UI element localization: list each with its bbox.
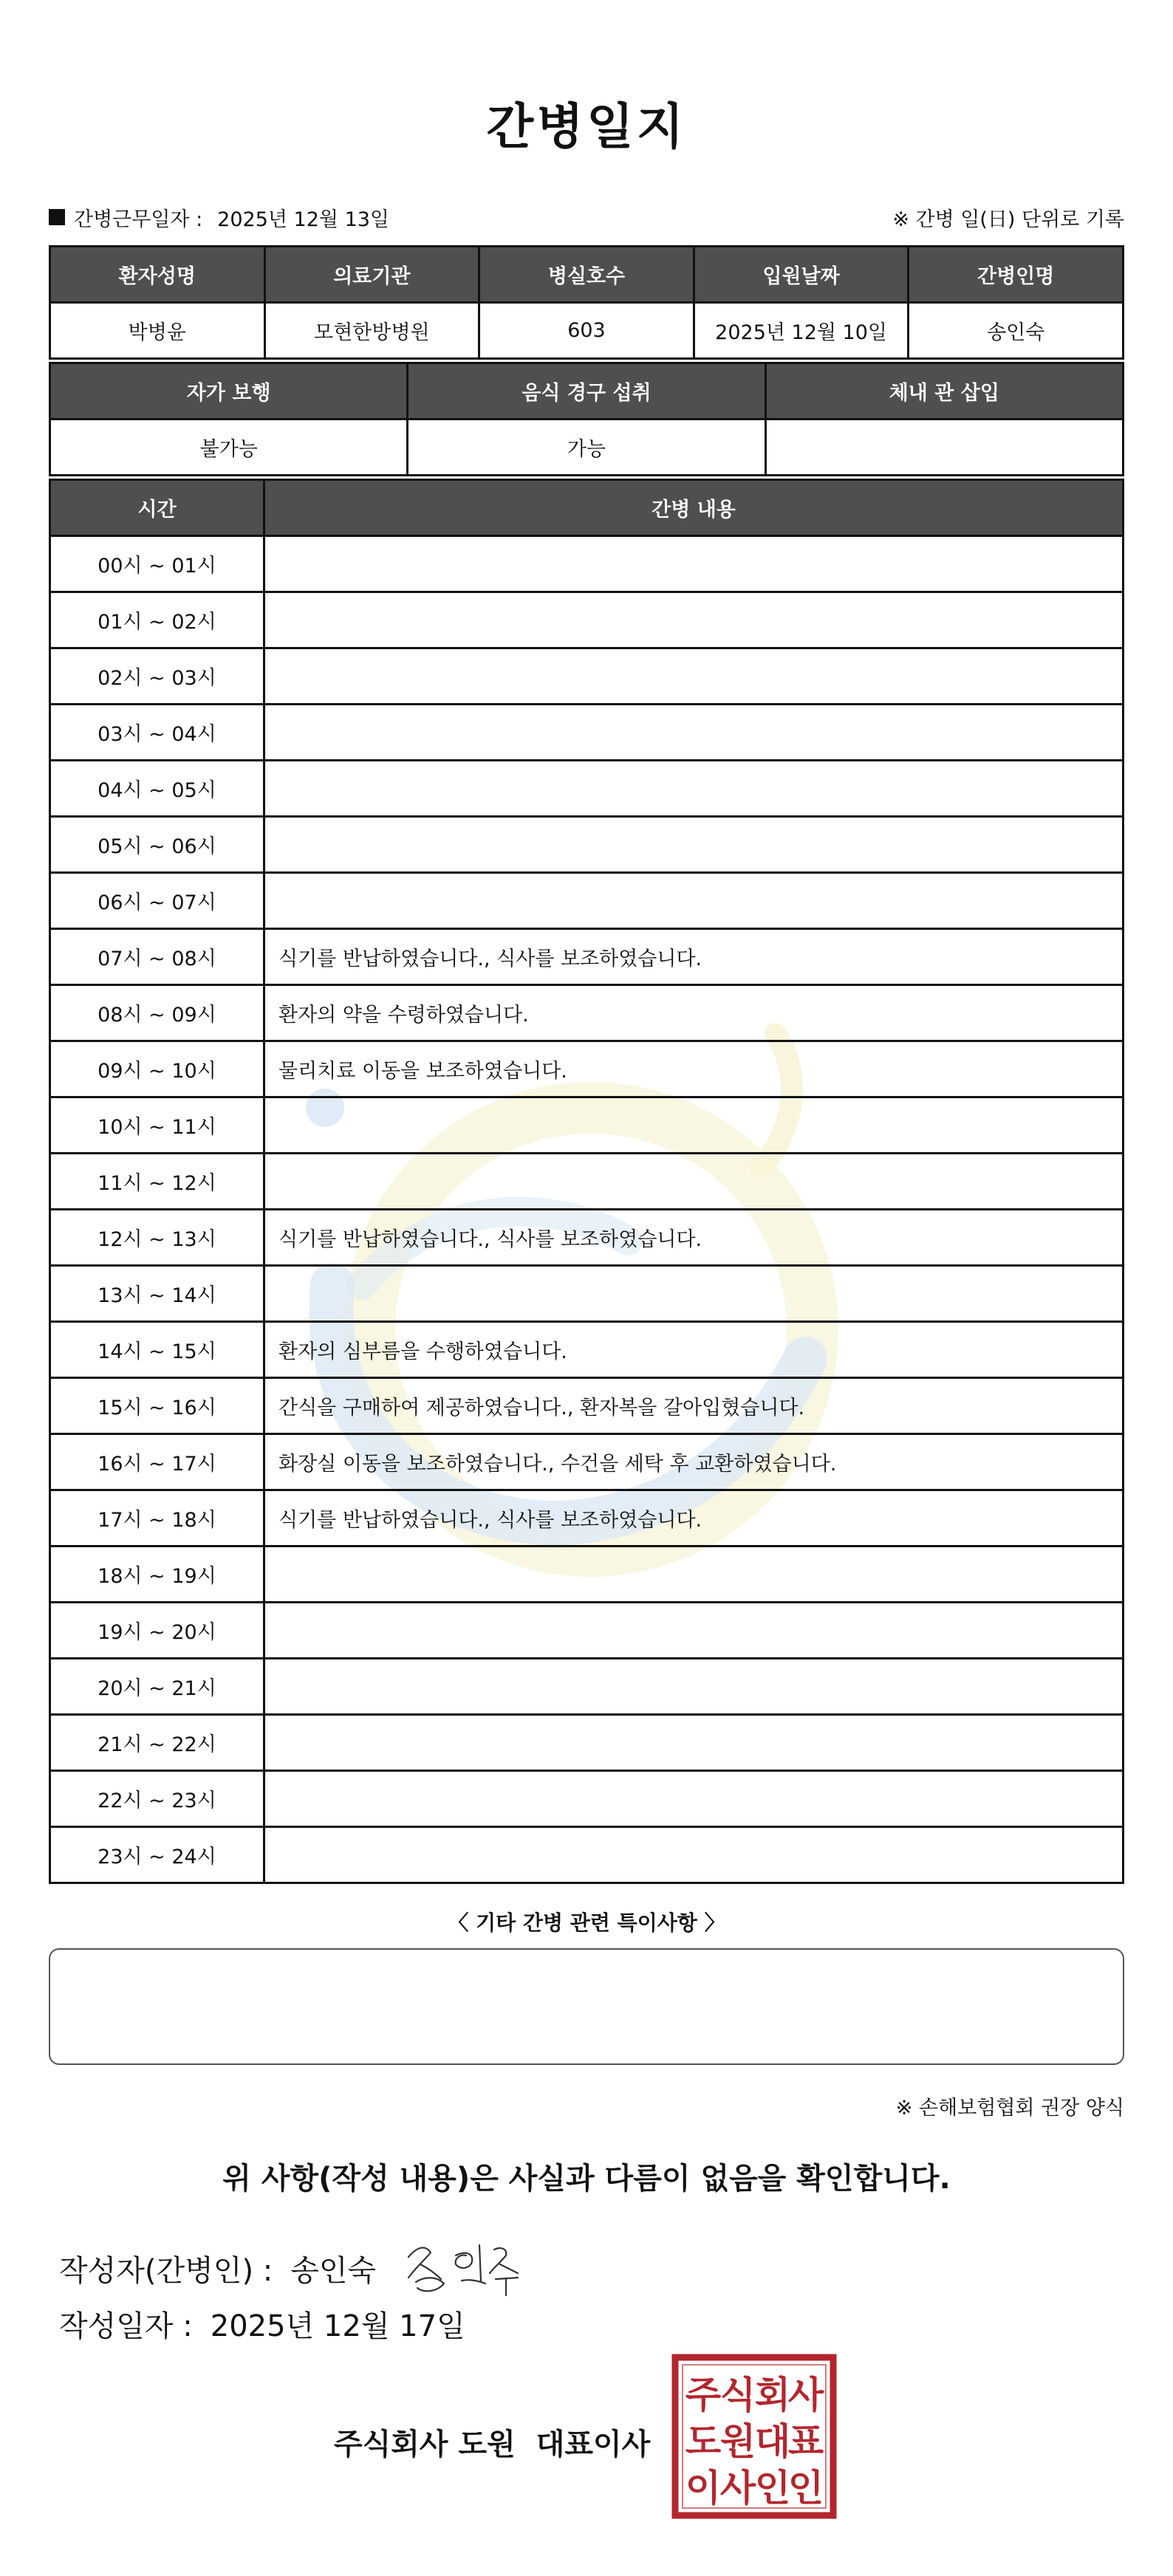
log-content: [264, 1827, 1124, 1883]
written-date-row: [59, 2303, 465, 2345]
care-log-table: [49, 479, 1124, 1884]
company-row: [334, 2421, 650, 2463]
log-time: 13시 ~ 14시: [50, 1266, 264, 1322]
log-time: 15시 ~ 16시: [50, 1378, 264, 1434]
log-row: [50, 592, 1124, 648]
log-header-row: [50, 480, 1124, 536]
log-content: 환자의 심부름을 수행하였습니다.: [264, 1322, 1124, 1378]
log-time: 03시 ~ 04시: [50, 705, 264, 761]
patient-name: 박병윤: [50, 303, 265, 359]
log-content: 화장실 이동을 보조하였습니다., 수건을 세탁 후 교환하였습니다.: [264, 1434, 1124, 1490]
log-row: [50, 1266, 1124, 1322]
square-bullet-icon: [49, 209, 65, 225]
log-row: [50, 761, 1124, 817]
log-time: 01시 ~ 02시: [50, 592, 264, 648]
log-time: 12시 ~ 13시: [50, 1210, 264, 1266]
admission-date: 2025년 12월 10일: [694, 303, 909, 359]
log-row: [50, 648, 1124, 705]
log-row: [50, 873, 1124, 929]
log-time: 18시 ~ 19시: [50, 1546, 264, 1603]
log-row: [50, 1659, 1124, 1715]
svg-text:표: 표: [787, 2420, 824, 2463]
log-time: 16시 ~ 17시: [50, 1434, 264, 1490]
log-content: 식기를 반납하였습니다., 식사를 보조하였습니다.: [264, 1490, 1124, 1546]
log-row: [50, 1097, 1124, 1154]
log-time: 06시 ~ 07시: [50, 873, 264, 929]
log-content: [264, 1659, 1124, 1715]
log-row: [50, 1322, 1124, 1378]
header-hospital: 의료기관: [264, 247, 479, 303]
log-row: [50, 1771, 1124, 1827]
header-room-number: 병실호수: [479, 247, 694, 303]
log-row: [50, 1715, 1124, 1771]
status-header-row: [50, 363, 1124, 419]
svg-text:회: 회: [754, 2374, 791, 2416]
log-content: [264, 1266, 1124, 1322]
written-date-label: 작성일자 :: [59, 2309, 193, 2343]
log-row: [50, 817, 1124, 873]
log-row: [50, 985, 1124, 1041]
log-content: [264, 1546, 1124, 1603]
log-content: [264, 592, 1124, 648]
caregiver-name: 송인숙: [909, 303, 1124, 359]
meta-row: [49, 201, 1124, 233]
header-self-walking: 자가 보행: [50, 363, 408, 419]
log-content: [264, 705, 1124, 761]
log-content: [264, 1154, 1124, 1210]
written-date-value: 2025년 12월 17일: [210, 2309, 465, 2343]
remarks-title: 〈 기타 간병 관련 특이사항 〉: [448, 1911, 725, 1935]
log-content: [264, 536, 1124, 592]
work-date-group: [49, 203, 389, 232]
log-time: 23시 ~ 24시: [50, 1827, 264, 1883]
svg-text:이: 이: [685, 2467, 722, 2510]
confirmation-statement: 위 사항(작성 내용)은 사실과 다름이 없음을 확인합니다.: [222, 2162, 951, 2196]
header-tube-insertion: 체내 관 삽입: [765, 363, 1123, 419]
log-row: [50, 1546, 1124, 1603]
log-time: 09시 ~ 10시: [50, 1041, 264, 1097]
log-time: 10시 ~ 11시: [50, 1097, 264, 1154]
header-oral-intake: 음식 경구 섭취: [408, 363, 765, 419]
log-content: [264, 1771, 1124, 1827]
log-time: 22시 ~ 23시: [50, 1771, 264, 1827]
log-time: 19시 ~ 20시: [50, 1603, 264, 1659]
writer-name: 송인숙: [290, 2253, 377, 2288]
log-content: [264, 1715, 1124, 1771]
log-content: 물리치료 이동을 보조하였습니다.: [264, 1041, 1124, 1097]
log-content: [264, 1097, 1124, 1154]
log-content: 간식을 구매하여 제공하였습니다., 환자복을 갈아입혔습니다.: [264, 1378, 1124, 1434]
log-time: 20시 ~ 21시: [50, 1659, 264, 1715]
log-row: [50, 1603, 1124, 1659]
log-row: [50, 1434, 1124, 1490]
log-content: [264, 761, 1124, 817]
info-header-row: [50, 247, 1124, 303]
svg-text:대: 대: [754, 2420, 791, 2463]
oral-intake-value: 가능: [408, 419, 765, 476]
svg-text:인: 인: [787, 2467, 824, 2510]
log-content: [264, 1603, 1124, 1659]
header-caregiver-name: 간병인명: [909, 247, 1124, 303]
format-note: ※ 손해보험협회 권장 양식: [895, 2097, 1124, 2120]
svg-text:사: 사: [719, 2467, 756, 2510]
svg-text:원: 원: [719, 2420, 756, 2463]
log-row: [50, 1210, 1124, 1266]
log-time: 17시 ~ 18시: [50, 1490, 264, 1546]
log-content: 식기를 반납하였습니다., 식사를 보조하였습니다.: [264, 929, 1124, 985]
log-content: [264, 873, 1124, 929]
document-title: 간병일지: [486, 98, 687, 155]
header-time: 시간: [50, 480, 264, 536]
log-time: 02시 ~ 03시: [50, 648, 264, 705]
log-row: [50, 1827, 1124, 1883]
log-time: 04시 ~ 05시: [50, 761, 264, 817]
svg-text:주: 주: [685, 2374, 722, 2416]
company-name: 주식회사 도원: [334, 2428, 516, 2462]
log-row: [50, 536, 1124, 592]
svg-text:식: 식: [719, 2374, 756, 2416]
log-time: 07시 ~ 08시: [50, 929, 264, 985]
log-content: 환자의 약을 수령하였습니다.: [264, 985, 1124, 1041]
svg-text:도: 도: [685, 2420, 722, 2463]
svg-text:인: 인: [754, 2467, 791, 2510]
patient-info-table: [49, 245, 1124, 360]
info-value-row: [50, 303, 1124, 359]
writer-row: [59, 2235, 528, 2301]
log-time: 21시 ~ 22시: [50, 1715, 264, 1771]
writer-label: 작성자(간병인) :: [59, 2253, 273, 2288]
handwritten-signature: [403, 2235, 528, 2301]
log-time: 14시 ~ 15시: [50, 1322, 264, 1378]
log-row: [50, 1490, 1124, 1546]
company-role: 대표이사: [536, 2428, 651, 2462]
header-admission-date: 입원날짜: [694, 247, 909, 303]
log-row: [50, 929, 1124, 985]
header-patient-name: 환자성명: [50, 247, 265, 303]
status-value-row: [50, 419, 1124, 476]
log-time: 11시 ~ 12시: [50, 1154, 264, 1210]
tube-insertion-value: [765, 419, 1123, 476]
work-date-label: 간병근무일자 :: [74, 208, 203, 231]
log-row: [50, 705, 1124, 761]
work-date-value: 2025년 12월 13일: [217, 208, 390, 231]
header-care-content: 간병 내용: [264, 480, 1124, 536]
log-row: [50, 1041, 1124, 1097]
log-content: 식기를 반납하였습니다., 식사를 보조하였습니다.: [264, 1210, 1124, 1266]
log-row: [50, 1154, 1124, 1210]
remarks-box: [49, 1948, 1124, 2065]
log-time: 08시 ~ 09시: [50, 985, 264, 1041]
svg-text:사: 사: [787, 2374, 824, 2416]
self-walking-value: 불가능: [50, 419, 408, 476]
log-content: [264, 817, 1124, 873]
hospital-name: 모현한방병원: [264, 303, 479, 359]
company-seal-stamp: [671, 2353, 838, 2520]
log-content: [264, 648, 1124, 705]
log-row: [50, 1378, 1124, 1434]
log-time: 00시 ~ 01시: [50, 536, 264, 592]
patient-status-table: [49, 362, 1124, 476]
log-time: 05시 ~ 06시: [50, 817, 264, 873]
room-number: 603: [479, 303, 694, 359]
record-unit-note: ※ 간병 일(日) 단위로 기록: [892, 208, 1124, 231]
